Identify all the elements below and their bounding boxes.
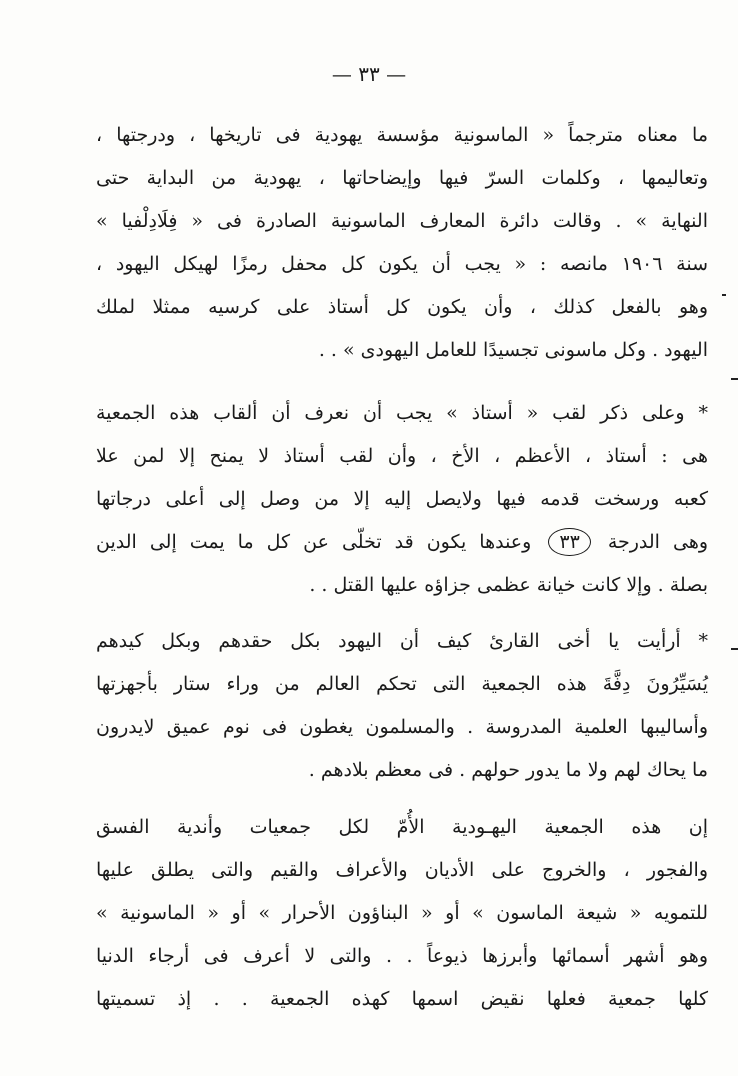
text-line: ما يحاك لهم ولا ما يدور حولهم . فى معظم بلادهم . <box>308 759 708 781</box>
scan-margin-mark <box>722 294 726 296</box>
text-line: اليهود . وكل ماسونى تجسيدًا للعامل اليهودى » . . <box>318 339 708 361</box>
paragraph-2 <box>96 392 708 607</box>
text-line: وهو بالفعل كذلك ، وأن يكون كل أستاذ على كرسيه ممثلا لملك <box>96 296 708 318</box>
paragraph-3 <box>96 620 708 792</box>
text-line: وتعاليمها ، وكلمات السرّ فيها وإيضاحاتها ، يهودية من البداية حتى <box>96 167 708 189</box>
paragraph-4 <box>96 806 708 1021</box>
text-line: بصلة . وإلا كانت خيانة عظمى جزاؤه عليها القتل . . <box>309 574 708 596</box>
scan-margin-mark <box>731 378 738 380</box>
text-line: والفجور ، والخروج على الأديان والأعراف والقيم والتى يطلق عليها <box>96 859 708 881</box>
text-line: يُسَيِّرُونَ دِفَّةَ هذه الجمعية التى تحكم العالم من وراء ستار بأجهزتها <box>96 673 708 695</box>
paragraph-1 <box>96 114 708 372</box>
text-line: وأساليبها العلمية المدروسة . والمسلمون يغطون فى نوم عميق لايدرون <box>96 716 708 738</box>
text-line: إن هذه الجمعية اليهـودية الأُمّ لكل جمعيات وأندية الفسق <box>96 816 708 838</box>
text-line <box>96 521 708 564</box>
text-line: للتمويه « شيعة الماسون » أو « البناؤون الأحرار » أو « الماسونية » <box>96 902 708 924</box>
text-line: كعبه ورسخت قدمه فيها ولايصل إليه إلا من وصل إلى أعلى درجاتها <box>96 488 708 510</box>
circled-degree-number: ٣٣ <box>548 528 590 556</box>
text-line: وهو أشهر أسمائها وأبرزها ذيوعاً . . والتى لا أعرف فى أرجاء الدنيا <box>96 945 708 967</box>
text-line: * أرأيت يا أخى القارئ كيف أن اليهود بكل حقدهم وبكل كيدهم <box>96 630 708 652</box>
text-line: هى : أستاذ ، الأعظم ، الأخ ، وأن لقب أستاذ لا يمنح إلا لمن علا <box>96 445 708 467</box>
text-fragment: وعندها يكون قد تخلّى عن كل ما يمت إلى الدين <box>96 531 532 553</box>
text-line: سنة ١٩٠٦ مانصه : « يجب أن يكون كل محفل رمزًا لهيكل اليهود ، <box>96 253 708 275</box>
page-number: — ٣٣ — <box>331 62 407 86</box>
text-fragment: وهى الدرجة <box>607 531 709 553</box>
scan-margin-mark <box>731 648 738 650</box>
text-line: * وعلى ذكر لقب « أستاذ » يجب أن نعرف أن ألقاب هذه الجمعية <box>96 402 708 424</box>
text-line: ما معناه مترجماً « الماسونية مؤسسة يهودية فى تاريخها ، ودرجتها ، <box>96 124 708 146</box>
text-line: النهاية » . وقالت دائرة المعارف الماسونية الصادرة فى « فِلَادِلْفيا » <box>96 210 708 232</box>
text-line: كلها جمعية فعلها نقيض اسمها كهذه الجمعية . . إذ تسميتها <box>96 988 708 1010</box>
